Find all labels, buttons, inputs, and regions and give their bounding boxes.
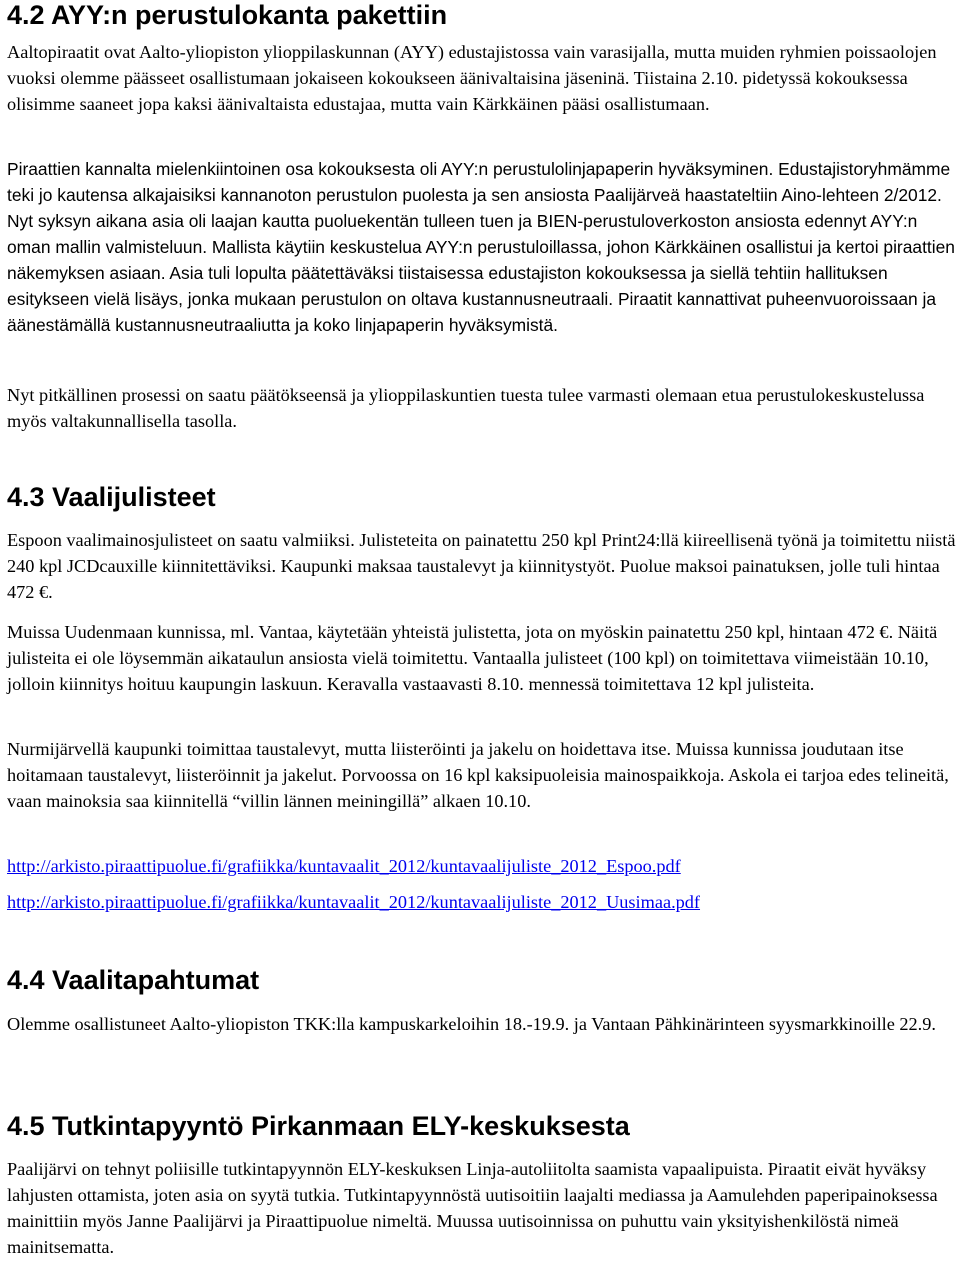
link-espoo-poster[interactable]: http://arkisto.piraattipuolue.fi/grafiikka/kuntavaalit_2012/kuntavaalijuliste_2012_Espoo.pdf bbox=[7, 856, 681, 876]
paragraph-4-5-1: Paalijärvi on tehnyt poliisille tutkintapyynnön ELY-keskuksen Linja-autoliitolta saamista vapaalipuista. Piraatit eivät hyväksy lahjusten ottamista, joten asia on syytä tutkia. Tutkintapyynnöstä uutisoitiin laajalti mediassa ja Aamulehden paperipainoksessa mainittiin myös Janne Paalijärvi ja Piraattipuolue nimeltä. Muussa uutisoinnissa on puhuttu vain yksityishenkilöstä nimeä mainitsematta. bbox=[7, 1159, 938, 1257]
paragraph-4-4-1: Olemme osallistuneet Aalto-yliopiston TKK:lla kampuskarkeloihin 18.-19.9. ja Vantaan Pähkinärinteen syysmarkkinoille 22.9. bbox=[7, 1014, 936, 1034]
paragraph-4-2-3: Nyt pitkällinen prosessi on saatu päätökseensä ja ylioppilaskuntien tuesta tulee varmasti olemaan etua perustulokeskustelussa myös valtakunnallisella tasolla. bbox=[7, 385, 925, 431]
paragraph-4-3-3: Nurmijärvellä kaupunki toimittaa taustalevyt, mutta liisteröinti ja jakelu on hoidettava itse. Muissa kunnissa joudutaan itse hoitamaan taustalevyt, liisteröinnit ja jakelut. Porvoossa on 16 kpl kaksipuoleisia mainospaikkoja. Askola ei tarjoa edes telineitä, vaan mainoksia saa kiinnitellä “villin lännen meiningillä” alkaen 10.10. bbox=[7, 739, 949, 811]
section-heading-4-2: 4.2 AYY:n perustulokanta pakettiin bbox=[7, 0, 448, 30]
section-heading-4-5: 4.5 Tutkintapyyntö Pirkanmaan ELY-keskuksesta bbox=[7, 1111, 630, 1141]
paragraph-4-3-2: Muissa Uudenmaan kunnissa, ml. Vantaa, käytetään yhteistä julistetta, jota on myöskin painatettu 250 kpl, hintaan 472 €. Näitä julisteita ei ole löysemmän aikataulun ansiosta vielä toimitettu. Vantaalla julisteet (100 kpl) on toimitettava viimeistään 10.10, jolloin kiinnitys hoituu kaupungin laskuun. Keravalla vastaavasti 8.10. mennessä toimitettava 12 kpl julisteita. bbox=[7, 622, 938, 694]
paragraph-4-3-1: Espoon vaalimainosjulisteet on saatu valmiiksi. Julisteteita on painatettu 250 kpl Print24:llä kiireellisenä työnä ja toimitettu niistä 240 kpl JCDcauxille kiinnitettäviksi. Kaupunki maksaa taustalevyt ja kiinnitystyöt. Puolue maksoi painatuksen, jolle tuli hintaa 472 €. bbox=[7, 530, 956, 602]
link-paragraph-espoo bbox=[7, 853, 957, 879]
section-heading-4-3: 4.3 Vaalijulisteet bbox=[7, 482, 216, 512]
paragraph-4-2-2: Piraattien kannalta mielenkiintoinen osa kokouksesta oli AYY:n perustulolinjapaperin hyväksyminen. Edustajistoryhmämme teki jo kautensa alkajaisiksi kannanoton perustulon puolesta ja sen ansiosta Paalijärveä haastateltiin Aino-lehteen 2/2012. Nyt syksyn aikana asia oli laajan kautta puoluekentän tulleen tuen ja BIEN-perustuloverkoston ansiosta edennyt AYY:n oman mallin valmisteluun. Mallista käytiin keskustelua AYY:n perustuloillassa, johon Kärkkäinen osallistui ja kertoi piraattien näkemyksen asiaan. Asia tuli lopulta päätettäväksi tiistaisessa edustajiston kokouksessa ja siellä tehtiin hallituksen esitykseen vielä lisäys, jonka mukaan perustulon on oltava kustannusneutraali. Piraatit kannattivat puheenvuoroissaan ja äänestämällä kustannusneutraaliutta ja koko linjapaperin hyväksymistä. bbox=[7, 159, 955, 335]
link-paragraph-uusimaa bbox=[7, 889, 957, 915]
paragraph-4-2-1: Aaltopiraatit ovat Aalto-yliopiston ylioppilaskunnan (AYY) edustajistossa vain varasijalla, mutta muiden ryhmien poissaolojen vuoksi olemme päässeet osallistumaan jokaiseen kokoukseen äänivaltaisina jäseninä. Tiistaina 2.10. pidetyssä kokouksessa olisimme saaneet jopa kaksi äänivaltaista edustajaa, mutta vain Kärkkäinen pääsi osallistumaan. bbox=[7, 42, 937, 114]
link-uusimaa-poster[interactable]: http://arkisto.piraattipuolue.fi/grafiikka/kuntavaalit_2012/kuntavaalijuliste_2012_Uusimaa.pdf bbox=[7, 892, 701, 912]
section-heading-4-4: 4.4 Vaalitapahtumat bbox=[7, 965, 260, 995]
